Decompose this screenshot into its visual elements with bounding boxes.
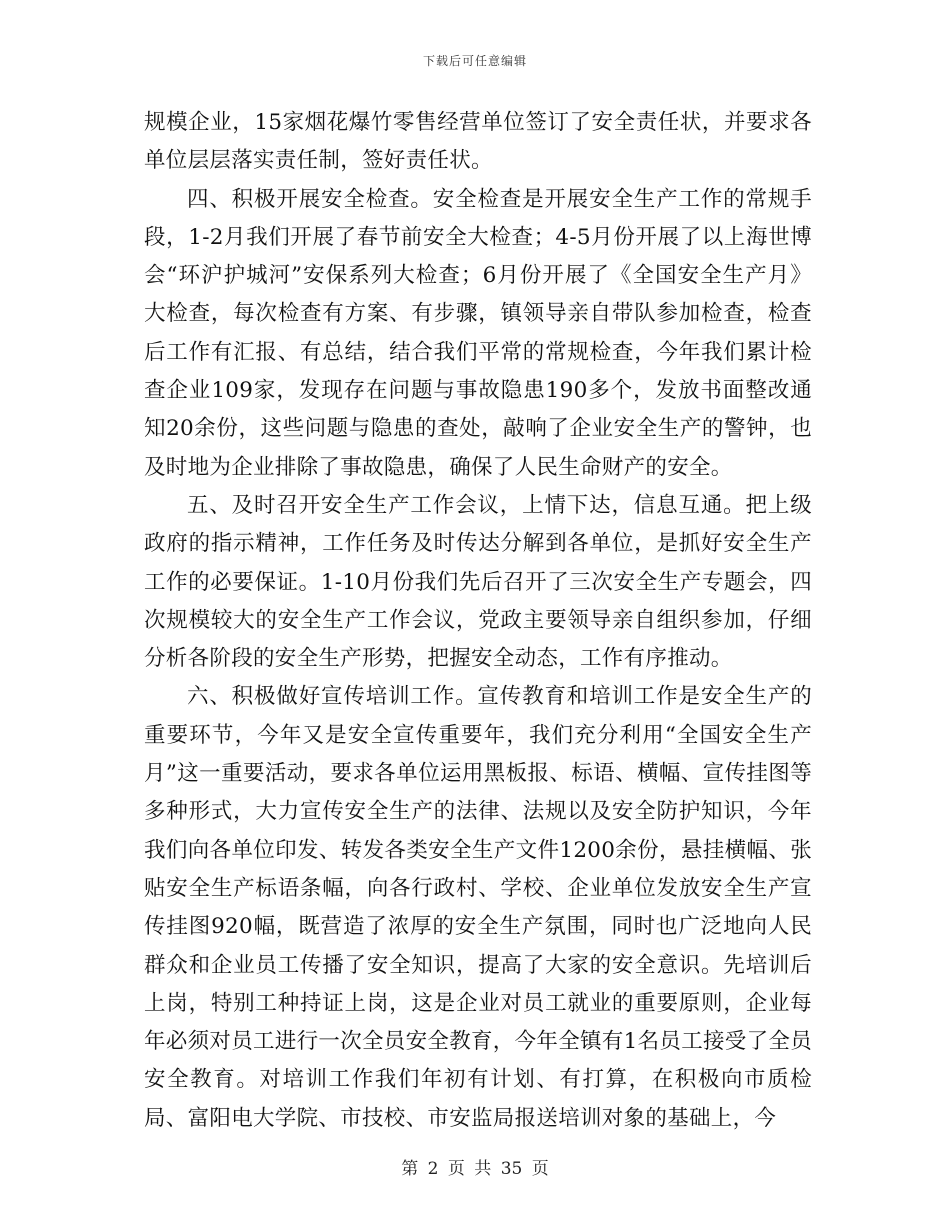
paragraph-publicity-training: 六、积极做好宣传培训工作。宣传教育和培训工作是安全生产的重要环节，今年又是安全宣传重要年，我们充分利用“全国安全生产月”这一重要活动，要求各单位运用黑板报、标语、横幅、宣传挂图等多种形式，大力宣传安全生产的法律、法规以及安全防护知识，今年我们向各单位印发、转发各类安全生产文件1200余份，悬挂横幅、张贴安全生产标语条幅，向各行政村、学校、企业单位发放安全生产宣传挂图920幅，既营造了浓厚的安全生产氛围，同时也广泛地向人民群众和企业员工传播了安全知识，提高了大家的安全意识。先培训后上岗，特别工种持证上岗，这是企业对员工就业的重要原则，企业每年必须对员工进行一次全员安全教育，今年全镇有1名员工接受了全员安全教育。对培训工作我们年初有计划、有打算，在积极向市质检局、富阳电大学院、市技校、市安监局报送培训对象的基础上，今	[144, 684, 812, 1131]
paragraph-safety-meetings: 五、及时召开安全生产工作会议，上情下达，信息互通。把上级政府的指示精神，工作任务及时传达分解到各单位，是抓好安全生产工作的必要保证。1-10月份我们先后召开了三次安全生产专题会，四次规模较大的安全生产工作会议，党政主要领导亲自组织参加，仔细分析各阶段的安全生产形势，把握安全动态，工作有序推动。	[144, 492, 812, 672]
paragraph-continuation: 规模企业，15家烟花爆竹零售经营单位签订了安全责任状，并要求各单位层层落实责任制，签好责任状。	[144, 110, 812, 174]
page-number-footer: 第 2 页 共 35 页	[401, 1159, 549, 1179]
paragraph-safety-inspection: 四、积极开展安全检查。安全检查是开展安全生产工作的常规手段，1-2月我们开展了春节前安全大检查；4-5月份开展了以上海世博会“环沪护城河”安保系列大检查；6月份开展了《全国安全生产月》大检查，每次检查有方案、有步骤，镇领导亲自带队参加检查，检查后工作有汇报、有总结，结合我们平常的常规检查，今年我们累计检查企业109家，发现存在问题与事故隐患190多个，发放书面整改通知20余份，这些问题与隐患的查处，敲响了企业安全生产的警钟，也及时地为企业排除了事故隐患，确保了人民生命财产的安全。	[144, 186, 812, 480]
document-body	[144, 104, 812, 1138]
page-header: 下载后可任意编辑	[422, 54, 527, 68]
